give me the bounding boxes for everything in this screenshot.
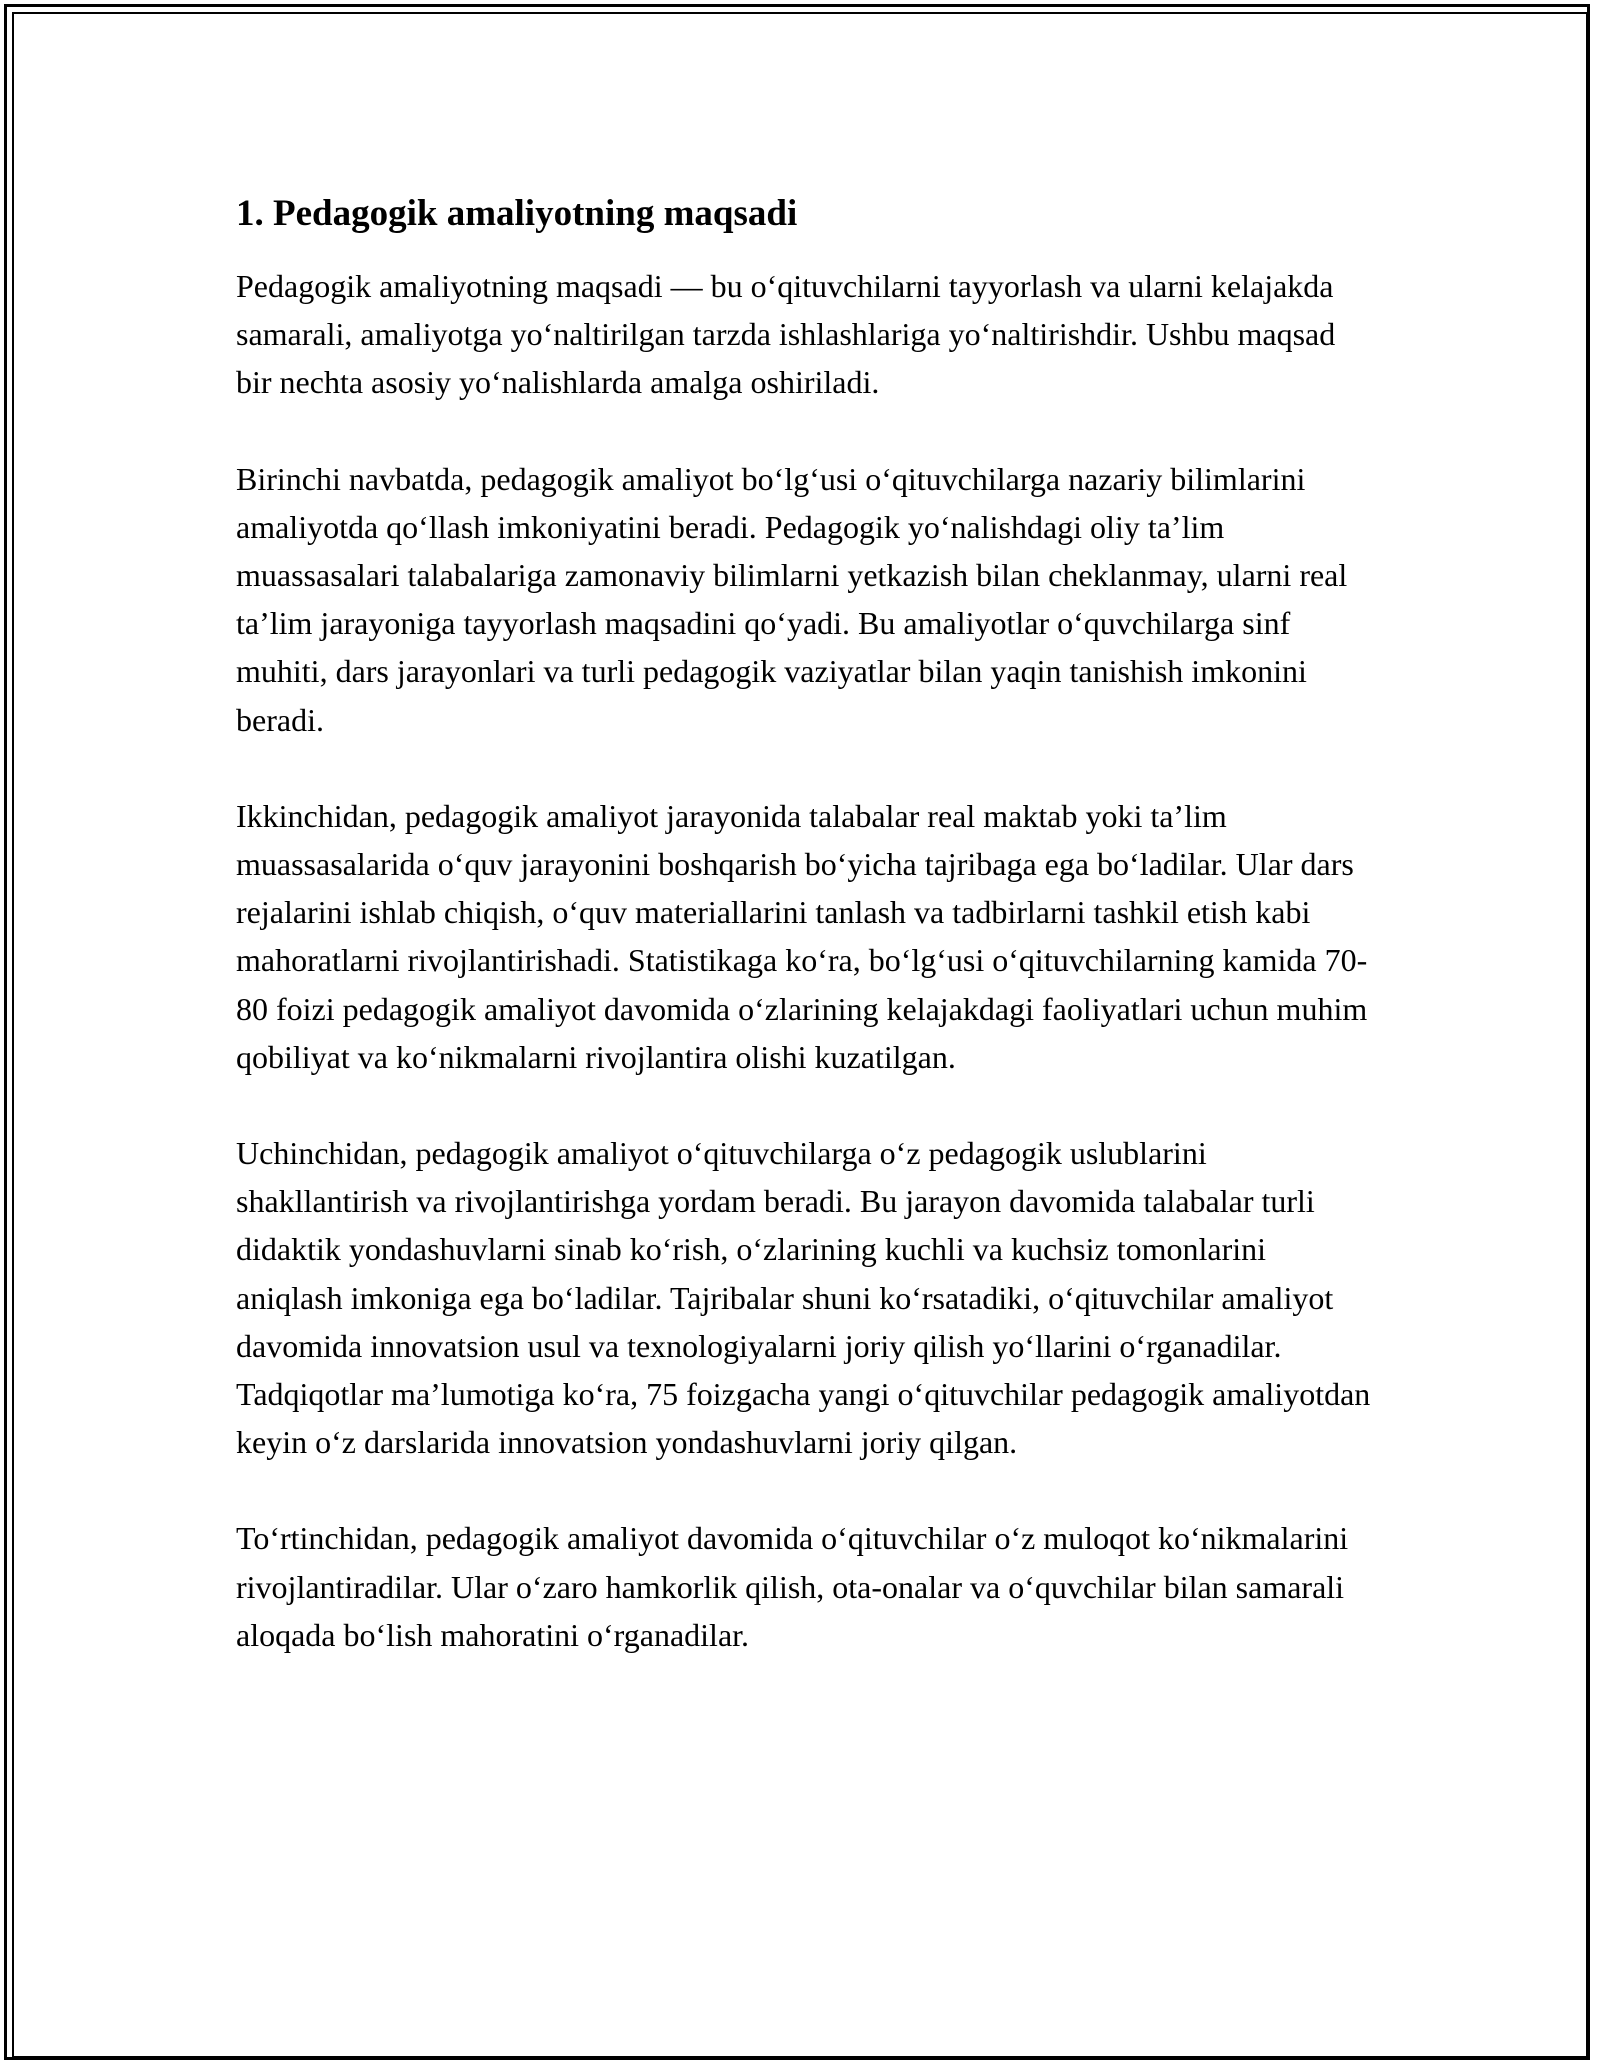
document-body: [236, 188, 1376, 1659]
paragraph-intro: Pedagogik amaliyotning maqsadi — bu oʻqituvchilarni tayyorlash va ularni kelajakda samarali, amaliyotga yoʻnaltirilgan tarzda ishlashlariga yoʻnaltirishdir. Ushbu maqsad bir nechta asosiy yoʻnalishlarda amalga oshiriladi.: [236, 268, 1336, 401]
paragraph-third: Uchinchidan, pedagogik amaliyot oʻqituvchilarga oʻz pedagogik uslublarini shakllantirish va rivojlantirishga yordam beradi. Bu jarayon davomida talabalar turli didaktik yondashuvlarni sinab koʻrish, oʻzlarining kuchli va kuchsiz tomonlarini aniqlash imkoniga ega boʻladilar. Tajribalar shuni koʻrsatadiki, oʻqituvchilar amaliyot davomida innovatsion usul va texnologiyalarni joriy qilish yoʻllarini oʻrganadilar. Tadqiqotlar maʼlumotiga koʻra, 75 foizgacha yangi oʻqituvchilar pedagogik amaliyotdan keyin oʻz darslarida innovatsion yondashuvlarni joriy qilgan.: [236, 1135, 1371, 1461]
paragraph-second: Ikkinchidan, pedagogik amaliyot jarayonida talabalar real maktab yoki taʼlim muassasalarida oʻquv jarayonini boshqarish boʻyicha tajribaga ega boʻladilar. Ular dars rejalarini ishlab chiqish, oʻquv materiallarini tanlash va tadbirlarni tashkil etish kabi mahoratlarni rivojlantirishadi. Statistikaga koʻra, boʻlgʻusi oʻqituvchilarning kamida 70-80 foizi pedagogik amaliyot davomida oʻzlarining kelajakdagi faoliyatlari uchun muhim qobiliyat va koʻnikmalarni rivojlantira olishi kuzatilgan.: [236, 797, 1368, 1075]
paragraph-fourth: Toʻrtinchidan, pedagogik amaliyot davomida oʻqituvchilar oʻz muloqot koʻnikmalarini rivojlantiradilar. Ular oʻzaro hamkorlik qilish, ota-onalar va oʻquvchilar bilan samarali aloqada boʻlish mahoratini oʻrganadilar.: [236, 1520, 1349, 1653]
section-heading: 1. Pedagogik amaliyotning maqsadi: [236, 193, 798, 234]
paragraph-first: Birinchi navbatda, pedagogik amaliyot boʻlgʻusi oʻqituvchilarga nazariy bilimlarini amaliyotda qoʻllash imkoniyatini beradi. Pedagogik yoʻnalishdagi oliy taʼlim muassasalari talabalariga zamonaviy bilimlarni yetkazish bilan cheklanmay, ularni real taʼlim jarayoniga tayyorlash maqsadini qoʻyadi. Bu amaliyotlar oʻquvchilarga sinf muhiti, dars jarayonlari va turli pedagogik vaziyatlar bilan yaqin tanishish imkonini beradi.: [236, 460, 1348, 738]
